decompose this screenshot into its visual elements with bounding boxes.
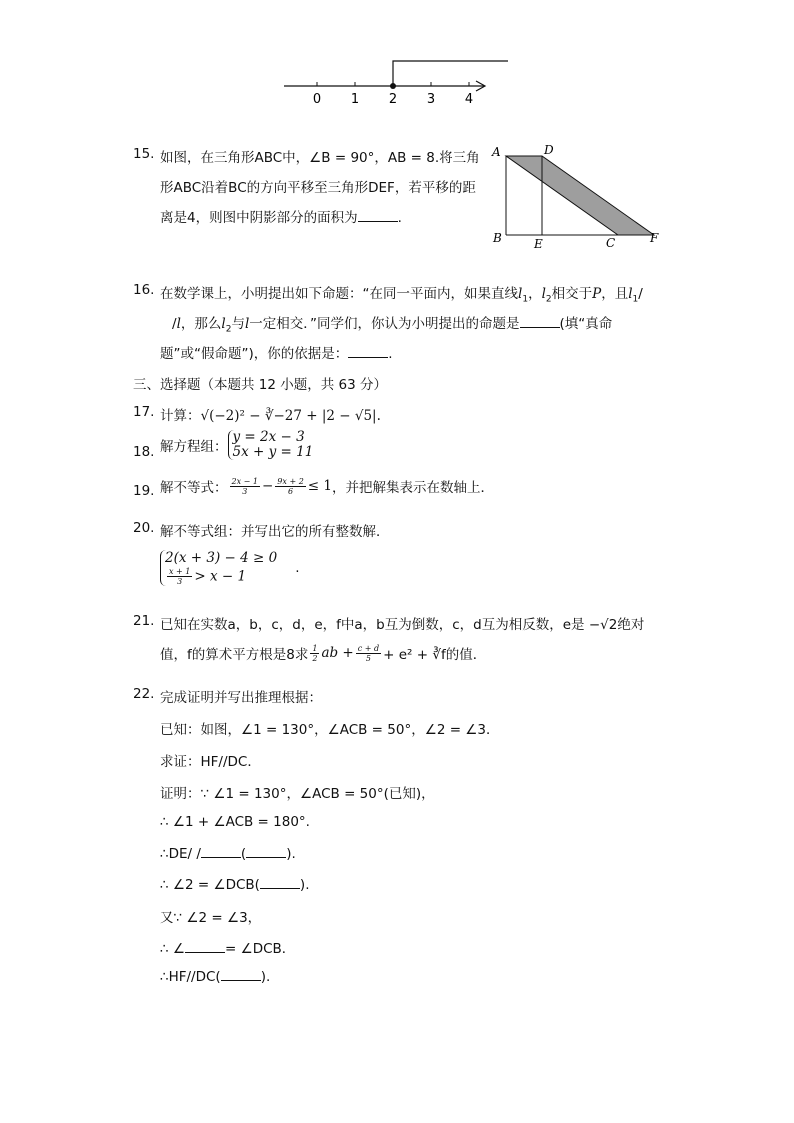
answer-blank [221, 968, 261, 981]
question-19 [160, 476, 494, 496]
tick-label: 0 [312, 92, 322, 107]
q16-text-h: 题”或“假命题”)，你的依据是： [160, 346, 349, 362]
q20-fraction [167, 567, 192, 586]
q16-sub-1b: 1 [632, 294, 639, 305]
q17-text: 计算： [160, 408, 201, 424]
q20-f-denominator: 3 [177, 577, 183, 586]
tick-label: 1 [350, 92, 360, 107]
q21-half-den: 2 [312, 653, 318, 663]
q16-l2: l [541, 286, 546, 302]
q22-line-6-close: ). [286, 846, 296, 862]
tick-label: 4 [464, 92, 474, 107]
q21-text-b: + e² + ∛f的值． [383, 647, 487, 663]
q16-sub-2: 2 [545, 294, 552, 305]
question-15-number: 15. [133, 146, 155, 162]
q19-tail: ，并把解集表示在数轴上． [331, 480, 494, 496]
q19-f2-numerator: 9x + 2 [277, 476, 304, 486]
question-18-number: 18. [133, 444, 155, 460]
q20-eq-1: 2(x + 3) − 4 ≥ 0 [165, 550, 278, 566]
section-3-heading: 三、选择题（本题共 12 小题，共 63 分） [133, 377, 388, 393]
q22-line-9 [160, 937, 295, 957]
q16-sub-2b: 2 [225, 324, 232, 335]
tick-label: 2 [388, 92, 398, 107]
answer-blank [358, 209, 398, 222]
q19-fraction-1 [230, 477, 260, 496]
q22-line-6-paren: ( [240, 846, 247, 862]
q16-text-c: ，且 [601, 286, 629, 302]
q22-line-7-close: ). [299, 877, 310, 893]
solution-point [390, 83, 396, 89]
label-b: B [493, 231, 502, 245]
q18-system [228, 430, 314, 460]
q16-text-f: 一定相交．”同学们，你认为小明提出的命题是 [249, 316, 520, 332]
q22-line-1: 完成证明并写出推理根据： [160, 690, 322, 706]
question-21-line-1: 已知在实数a，b，c，d，e，f中a，b互为倒数，c，d互为相反数，e是 −√2绝对 [160, 617, 645, 633]
q22-line-5: ∴ ∠1 + ∠ACB = 180°. [160, 814, 310, 830]
q22-line-6 [160, 845, 296, 862]
q21-half [310, 644, 319, 663]
question-17-number: 17. [133, 404, 155, 420]
q16-point-p: P [592, 286, 602, 302]
question-17 [160, 404, 381, 424]
q21-cd-num: c + d [357, 643, 380, 653]
answer-blank [260, 876, 300, 889]
question-16-line-3 [160, 342, 393, 362]
q22-line-4: 证明：∵ ∠1 = 130°，∠ACB = 50°(已知)， [160, 786, 435, 802]
question-19-number: 19. [133, 483, 155, 499]
answer-blank [185, 940, 225, 953]
q22-line-9-rest: = ∠DCB． [224, 941, 296, 957]
translation-figure [488, 142, 668, 254]
question-22-number: 22. [133, 686, 155, 702]
label-e: E [534, 237, 543, 251]
q21-half-num: 1 [312, 643, 318, 653]
question-20-number: 20. [133, 520, 155, 536]
q16-text-d: ，那么 [180, 316, 222, 332]
q16-l2b: l [221, 316, 226, 332]
q16-l: l [176, 316, 181, 332]
q16-lc: l [244, 316, 250, 332]
question-20-text: 解不等式组：并写出它的所有整数解． [160, 524, 390, 540]
q22-line-3: 求证：HF//DC． [160, 754, 261, 770]
q20-dot: . [295, 560, 300, 576]
answer-blank [348, 345, 388, 358]
q19-rest: ≤ 1 [307, 478, 332, 494]
q16-text-g: (填“真命 [559, 316, 613, 332]
question-15-line-3 [160, 206, 402, 226]
answer-blank [246, 845, 286, 858]
q22-line-10 [160, 968, 270, 985]
answer-blank [201, 845, 241, 858]
q22-line-10-text: ∴HF//DC( [160, 969, 221, 985]
q17-expression: √(−2)² − ∛−27 + |2 − √5|. [200, 408, 381, 424]
question-15-line-3-text: 离是4，则图中阴影部分的面积为 [160, 210, 358, 226]
q22-line-7-text: ∴ ∠2 = ∠DCB( [160, 877, 260, 893]
q16-text-e: 与 [231, 316, 245, 332]
question-18 [160, 430, 313, 460]
label-d: D [544, 143, 554, 157]
q21-cd-den: 5 [365, 653, 371, 663]
q19-minus: − [261, 478, 274, 494]
q19-f1-numerator: 2x − 1 [231, 476, 258, 486]
q16-slash-2: / [172, 316, 177, 332]
q22-line-7 [160, 876, 309, 893]
q22-line-8: 又∵ ∠2 = ∠3， [160, 910, 262, 926]
question-15-line-2: 形ABC沿着BC的方向平移至三角形DEF，若平移的距 [160, 180, 476, 196]
q22-line-6-text: ∴DE/ / [160, 846, 201, 862]
label-c: C [606, 236, 616, 250]
q22-line-9-text: ∴ ∠ [160, 941, 185, 957]
question-21-line-2 [160, 643, 486, 663]
q20-system [160, 550, 277, 586]
solution-bracket [393, 61, 508, 86]
tick-label: 3 [426, 92, 436, 107]
q16-text-b: 相交于 [551, 286, 593, 302]
question-15-line-1: 如图，在三角形ABC中，∠B = 90°，AB = 8.将三角 [160, 150, 480, 166]
question-15-tail: . [397, 210, 402, 226]
q16-comma: ， [528, 286, 542, 302]
question-20-system [160, 550, 299, 586]
question-21-number: 21. [133, 613, 155, 629]
q18-text: 解方程组： [160, 439, 228, 455]
number-line-figure [280, 55, 520, 110]
q16-l1: l [518, 286, 523, 302]
q16-text-i: . [388, 346, 393, 362]
label-f: F [650, 231, 659, 245]
q18-eq-1: y = 2x − 3 [232, 429, 305, 445]
q16-l1b: l [628, 286, 633, 302]
q16-slash: / [638, 286, 643, 302]
q16-text-a: 在数学课上，小明提出如下命题：“在同一平面内，如果直线 [160, 286, 518, 302]
q16-sub-1: 1 [522, 294, 529, 305]
question-16-line-2 [172, 312, 612, 335]
q18-eq-2: 5x + y = 11 [232, 444, 314, 460]
q20-eq-2-rest: > x − 1 [194, 568, 247, 585]
answer-blank [520, 315, 560, 328]
q22-line-10-close: ). [260, 969, 271, 985]
q20-f-numerator: x + 1 [169, 567, 191, 576]
q19-text: 解不等式： [160, 480, 228, 496]
q21-ab: ab + [321, 645, 354, 661]
question-16-line-1 [160, 282, 643, 305]
question-16-number: 16. [133, 282, 155, 298]
q21-text-a: 值，f的算术平方根是8求 [160, 647, 309, 663]
q19-fraction-2 [275, 477, 305, 496]
q22-line-2: 已知：如图，∠1 = 130°，∠ACB = 50°，∠2 = ∠3． [160, 722, 500, 738]
q21-cd-fraction [356, 644, 381, 663]
shaded-region [506, 156, 654, 235]
q19-f2-denominator: 6 [287, 486, 294, 496]
q19-f1-denominator: 3 [242, 486, 248, 496]
label-a: A [492, 145, 501, 159]
